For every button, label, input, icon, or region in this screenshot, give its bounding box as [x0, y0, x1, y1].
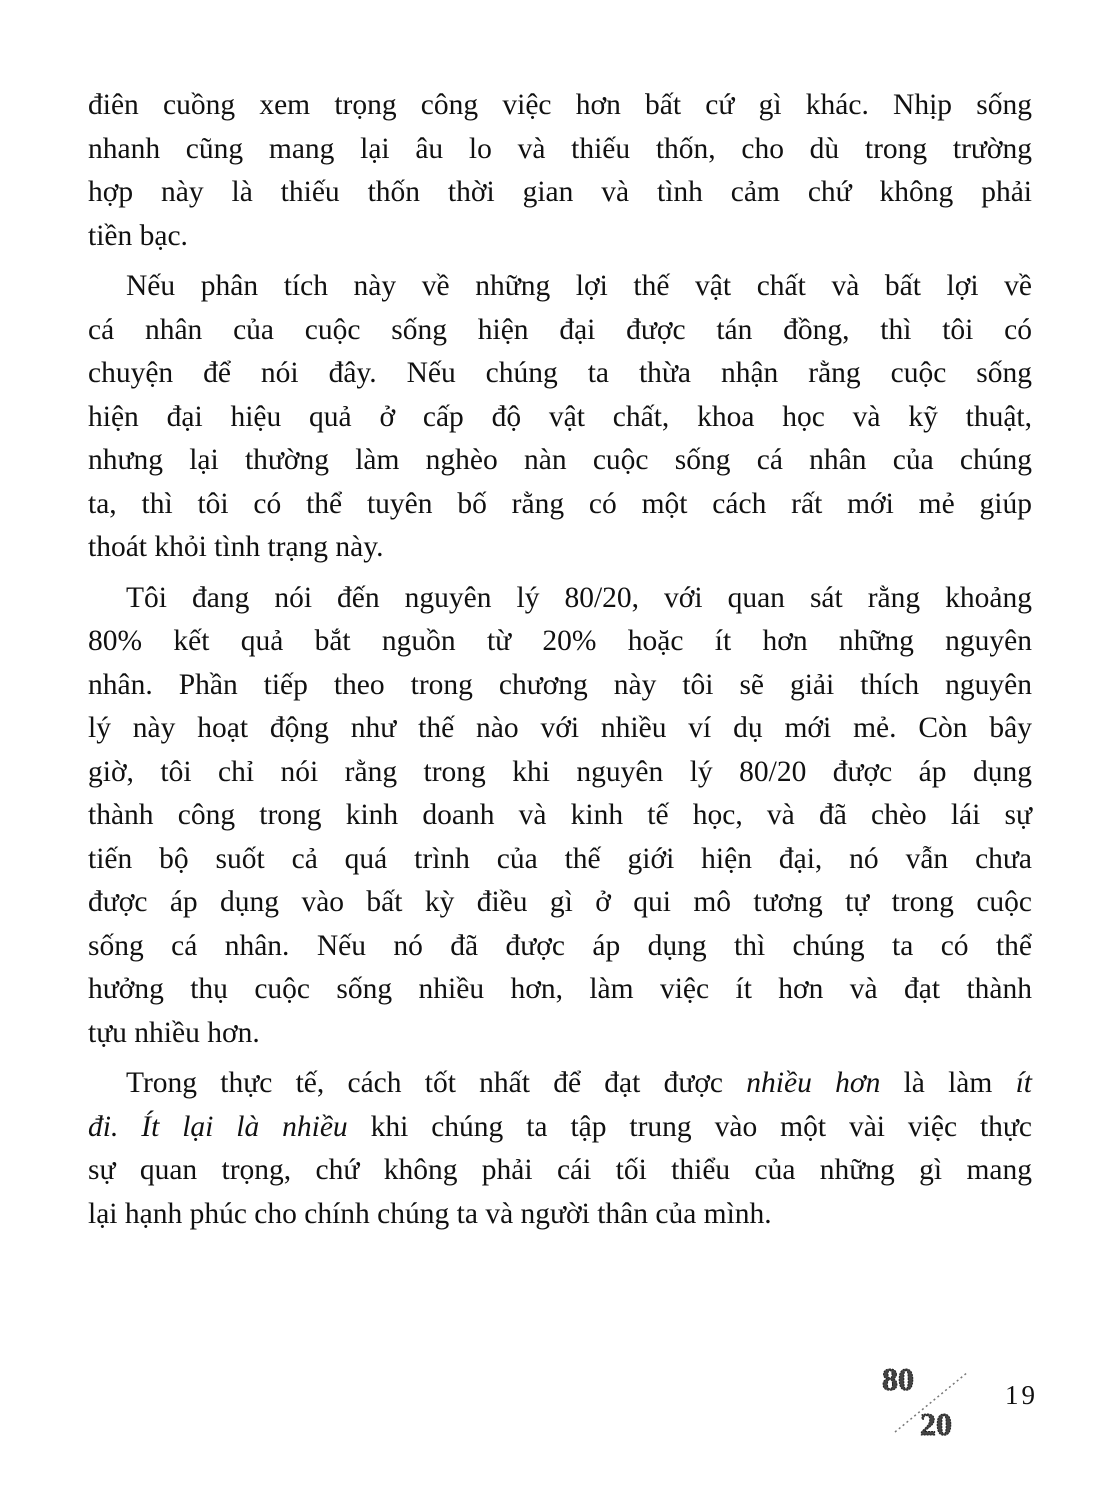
text-line	[88, 84, 1032, 128]
text-run: điên cuồng xem trọng công việc hơn bất cứ gì khác. Nhịp sống	[88, 89, 1032, 121]
text-run: tiến bộ suốt cả quá trình của thế giới hiện đại, nó vẫn chưa	[88, 842, 1032, 875]
paragraph	[88, 577, 1032, 1056]
text-line	[88, 396, 1032, 440]
text-line	[88, 1193, 1032, 1237]
text-run: thoát khỏi tình trạng này.	[88, 531, 384, 563]
text-run: thành công trong kinh doanh và kinh tế học, và đã chèo lái sự	[88, 799, 1032, 831]
text-line	[88, 483, 1032, 527]
text-run: sự quan trọng, chứ không phải cái tối thiểu của những gì mang	[88, 1154, 1032, 1186]
text-line	[88, 526, 1032, 570]
text-line	[88, 1149, 1032, 1193]
text-run: lại hạnh phúc cho chính chúng ta và người thân của mình.	[88, 1197, 772, 1230]
text-line	[88, 215, 1032, 259]
text-run: ta, thì tôi có thể tuyên bố rằng có một cách rất mới mẻ giúp	[88, 487, 1032, 520]
text-run: nhưng lại thường làm nghèo nàn cuộc sống cá nhân của chúng	[88, 444, 1032, 476]
text-run: sống cá nhân. Nếu nó đã được áp dụng thì chúng ta có thể	[88, 929, 1032, 962]
text-run: khi chúng ta tập trung vào một vài việc thực	[347, 1110, 1032, 1143]
paragraph	[88, 265, 1032, 570]
text-line	[88, 1106, 1032, 1150]
text-line	[88, 838, 1032, 882]
page-number: 19	[1005, 1380, 1038, 1410]
text-line	[88, 128, 1032, 172]
text-run: lý này hoạt động như thế nào với nhiều ví dụ mới mẻ. Còn bây	[88, 712, 1032, 744]
text-run: hiện đại hiệu quả ở cấp độ vật chất, khoa học và kỹ thuật,	[88, 400, 1032, 433]
text-line	[88, 309, 1032, 353]
text-run: Nếu phân tích này về những lợi thế vật chất và bất lợi về	[126, 270, 1032, 302]
text-run: được áp dụng vào bất kỳ điều gì ở qui mô tương tự trong cuộc	[88, 886, 1032, 918]
text-run: Tôi đang nói đến nguyên lý 80/20, với quan sát rằng khoảng	[126, 581, 1032, 614]
svg-text:20: 20	[920, 1406, 952, 1440]
text-run: cá nhân của cuộc sống hiện đại được tán đồng, thì tôi có	[88, 313, 1032, 346]
text-run: hợp này là thiếu thốn thời gian và tình cảm chứ không phải	[88, 176, 1032, 208]
text-run: tiền bạc.	[88, 219, 188, 252]
text-line	[88, 968, 1032, 1012]
italic-text: đi. Ít lại là nhiều	[88, 1110, 348, 1143]
text-line	[88, 794, 1032, 838]
text-run: chuyện để nói đây. Nếu chúng ta thừa nhận rằng cuộc sống	[88, 357, 1032, 389]
text-run: nhân. Phần tiếp theo trong chương này tôi sẽ giải thích nguyên	[88, 668, 1032, 701]
text-line	[88, 707, 1032, 751]
text-run: giờ, tôi chỉ nói rằng trong khi nguyên lý 80/20 được áp dụng	[88, 755, 1032, 788]
paragraph	[88, 84, 1032, 258]
text-line	[88, 1062, 1032, 1106]
text-line	[88, 664, 1032, 708]
text-line	[88, 352, 1032, 396]
text-line	[88, 171, 1032, 215]
page-footer	[880, 1360, 1040, 1450]
text-line	[88, 577, 1032, 621]
page-body	[88, 84, 1032, 1243]
text-line	[88, 751, 1032, 795]
paragraph	[88, 1062, 1032, 1236]
text-line	[88, 881, 1032, 925]
text-run: tựu nhiều hơn.	[88, 1016, 260, 1049]
text-run: là làm	[880, 1067, 1016, 1099]
text-line	[88, 620, 1032, 664]
text-run: 80% kết quả bắt nguồn từ 20% hoặc ít hơn những nguyên	[88, 625, 1032, 657]
text-line	[88, 1012, 1032, 1056]
80-20-logo-icon	[880, 1360, 980, 1440]
italic-text: ít	[1015, 1067, 1033, 1099]
text-line	[88, 925, 1032, 969]
text-run: Trong thực tế, cách tốt nhất để đạt được	[126, 1067, 747, 1099]
text-run: hưởng thụ cuộc sống nhiều hơn, làm việc ít hơn và đạt thành	[88, 973, 1032, 1005]
text-line	[88, 439, 1032, 483]
italic-text: nhiều hơn	[746, 1067, 881, 1099]
text-line	[88, 265, 1032, 309]
svg-text:80: 80	[882, 1361, 914, 1397]
text-run: nhanh cũng mang lại âu lo và thiếu thốn, cho dù trong trường	[88, 132, 1032, 165]
